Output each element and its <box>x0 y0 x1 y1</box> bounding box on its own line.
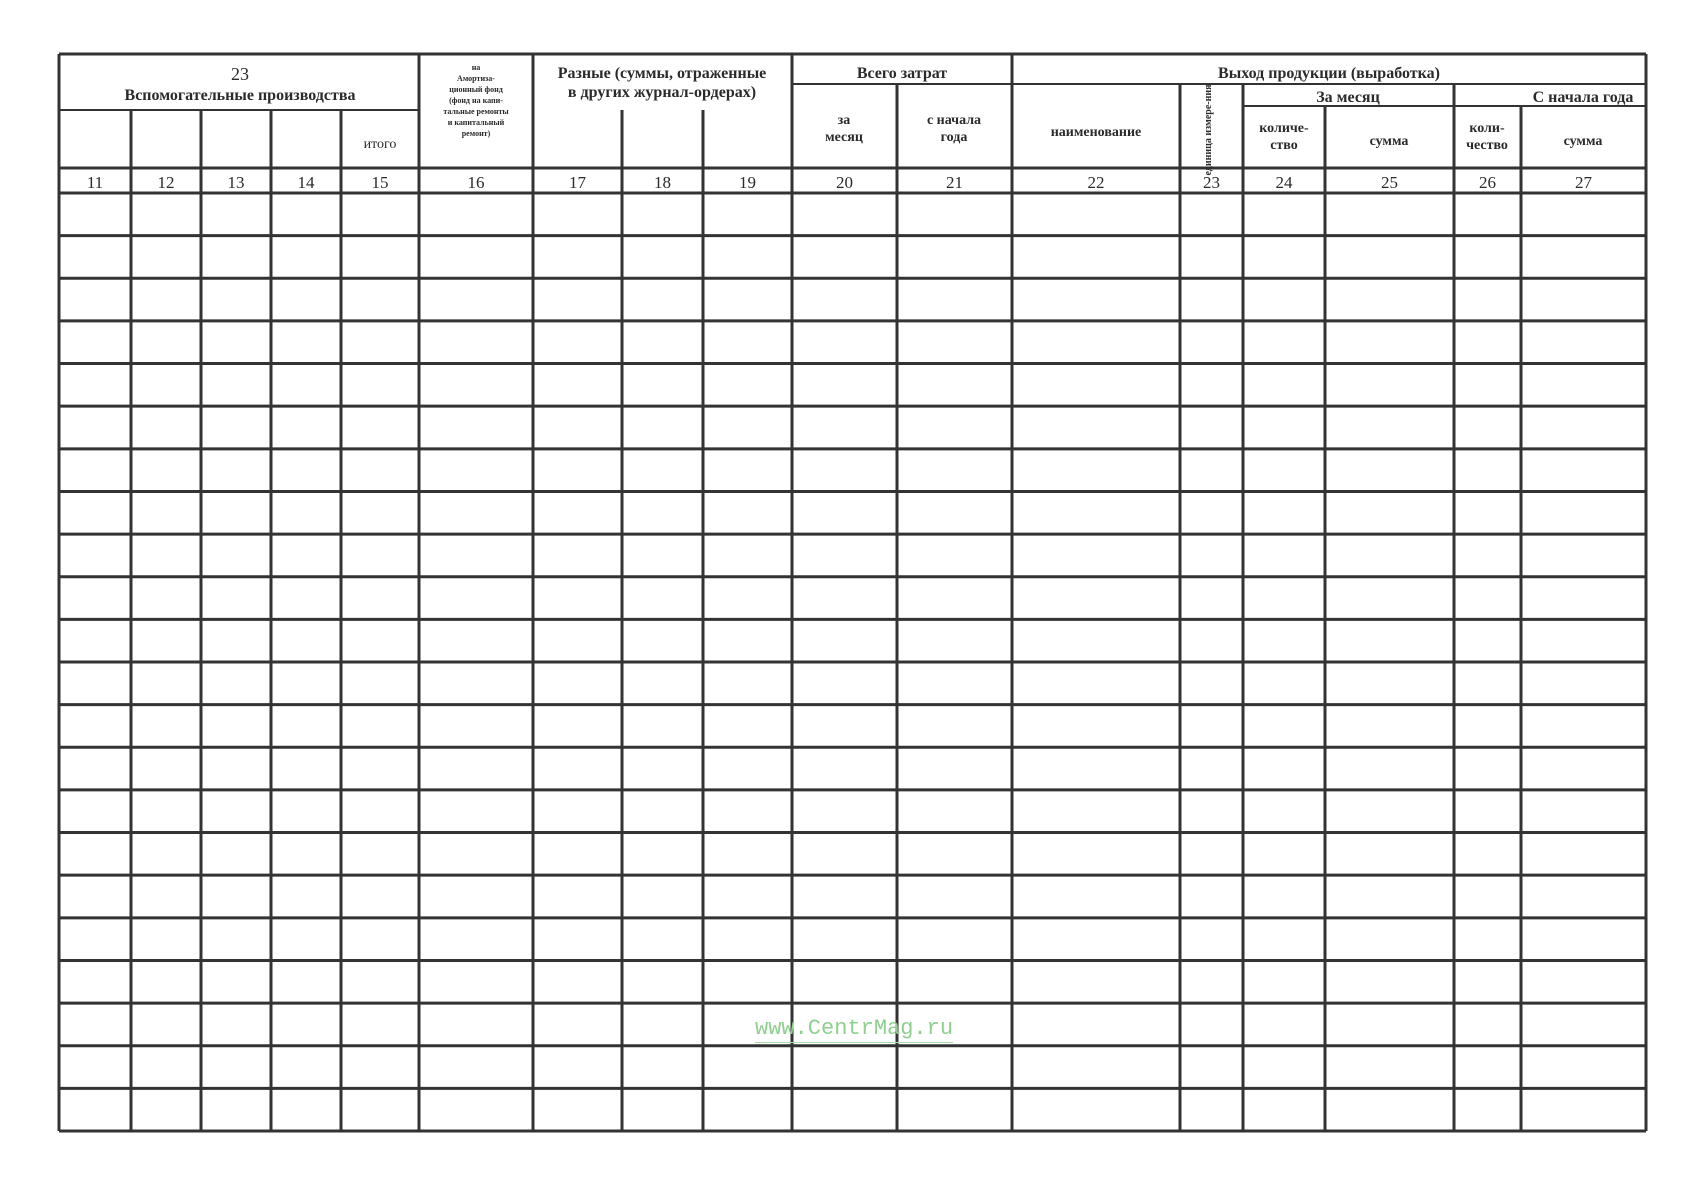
various-label: в других журнал-ордерах) <box>567 84 757 101</box>
repair-fund-label: ремонт) <box>461 129 491 138</box>
column-numbers <box>87 173 1593 192</box>
from-year-start-label: с начала <box>926 113 982 128</box>
aux-group-number: 23 <box>231 64 249 84</box>
unit-label: единица измере-ния <box>1203 84 1214 176</box>
column-number: 12 <box>157 173 175 192</box>
repair-fund-label: ционный фонд <box>449 85 503 94</box>
quantity-year-label: коли- <box>1469 121 1505 136</box>
repair-fund-label: Амортиза- <box>457 74 495 83</box>
output-label: Выход продукции (выработка) <box>1218 65 1440 82</box>
column-number: 18 <box>654 173 671 192</box>
column-number: 13 <box>227 173 245 192</box>
name-label: наименование <box>1050 125 1142 140</box>
column-number: 11 <box>86 173 104 192</box>
column-number: 19 <box>739 173 756 192</box>
for-month-label: месяц <box>825 130 863 145</box>
repair-fund-label: на <box>471 63 481 72</box>
from-year-start-label: года <box>940 130 968 145</box>
repair-fund-label: тальные ремонты <box>443 107 509 116</box>
repair-fund-label: и капитальный <box>447 118 505 127</box>
header-labels <box>125 63 1634 176</box>
column-number: 15 <box>371 173 389 192</box>
column-number: 22 <box>1087 173 1105 192</box>
column-number: 20 <box>836 173 853 192</box>
sum-year-label: сумма <box>1563 134 1603 149</box>
various-label: Разные (суммы, отраженные <box>557 65 767 82</box>
itogo-label: итого <box>363 137 397 152</box>
sum-month-label: сумма <box>1369 134 1409 149</box>
watermark: www.CentrMag.ru <box>755 1016 954 1041</box>
column-number: 24 <box>1275 173 1293 192</box>
column-number: 16 <box>467 173 485 192</box>
quantity-month-label: ство <box>1270 138 1298 153</box>
total-costs-label: Всего затрат <box>856 65 948 82</box>
column-number: 17 <box>569 173 586 192</box>
repair-fund-label: (фонд на капи- <box>449 96 503 105</box>
column-number: 26 <box>1479 173 1496 192</box>
for-month-label: за <box>837 113 851 128</box>
quantity-month-label: количе- <box>1259 121 1309 136</box>
column-number: 25 <box>1381 173 1398 192</box>
table-grid <box>59 54 1646 1131</box>
quantity-year-label: чество <box>1466 138 1508 153</box>
column-number: 23 <box>1203 173 1220 192</box>
column-number: 27 <box>1575 173 1592 192</box>
aux-production-label: Вспомогательные производства <box>124 87 356 104</box>
column-number: 14 <box>297 173 315 192</box>
column-number: 21 <box>946 173 963 192</box>
month-group-label: За месяц <box>1316 89 1380 106</box>
year-group-label: С начала года <box>1532 89 1634 106</box>
